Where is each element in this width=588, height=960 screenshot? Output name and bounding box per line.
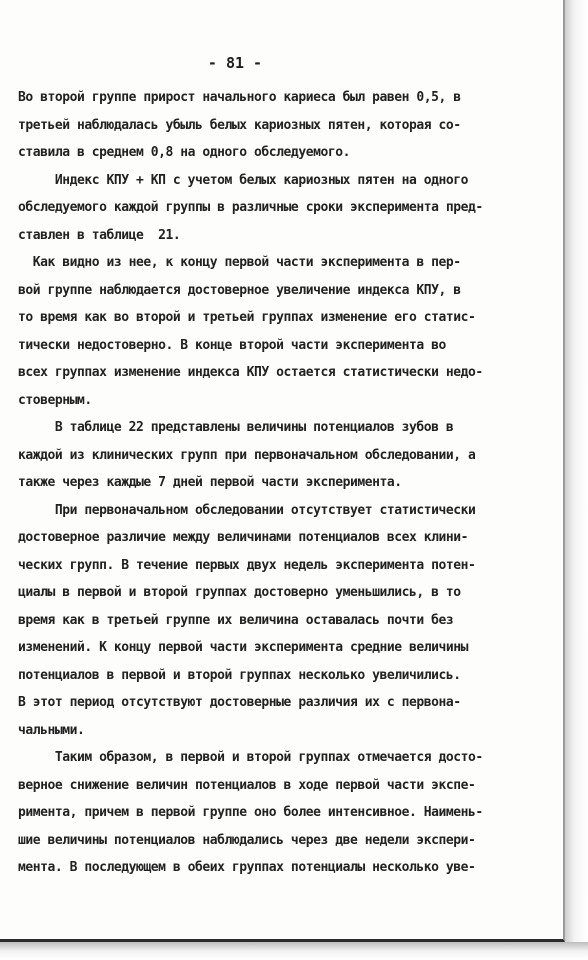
text-line: мента. В последующем в обеих группах потенциалы несколько уве- bbox=[18, 860, 476, 875]
text-line: ставлен в таблице 21. bbox=[18, 227, 181, 243]
text-line: то время как во второй и третьей группах изменение его статис- bbox=[18, 310, 476, 325]
text-line: циалы в первой и второй группах достоверно уменьшились, в то bbox=[18, 585, 461, 600]
text-line: Во второй группе прирост начального кариеса был равен 0,5, в bbox=[18, 90, 461, 105]
text-line: тически недостоверно. В конце второй части эксперимента во bbox=[18, 337, 446, 353]
text-line: стоверным. bbox=[18, 392, 92, 408]
text-line: также через каждые 7 дней первой части эксперимента. bbox=[18, 475, 402, 490]
text-line: время как в третьей группе их величина оставалась почти без bbox=[18, 612, 454, 628]
text-line: обследуемого каждой группы в различные сроки эксперимента пред- bbox=[18, 200, 483, 215]
text-line: третьей наблюдалась убыль белых кариозных пятен, которая со- bbox=[18, 117, 461, 133]
text-line: каждой из клинических групп при первоначальном обследовании, а bbox=[18, 447, 476, 463]
text-line: верное снижение величин потенциалов в ходе первой части экспе- bbox=[18, 777, 476, 793]
text-line: достоверное различие между величинами потенциалов всех клини- bbox=[18, 530, 468, 545]
page-edge-shadow bbox=[565, 0, 588, 960]
body-text bbox=[18, 84, 523, 882]
text-line: римента, причем в первой группе оно более интенсивное. Наимень- bbox=[18, 805, 483, 820]
text-line: ческих групп. В течение первых двух недель эксперимента потен- bbox=[18, 557, 476, 573]
text-line: В таблице 22 представлены величины потенциалов зубов в bbox=[18, 420, 454, 435]
text-line: При первоначальном обследовании отсутствует статистически bbox=[18, 502, 476, 518]
text-line: шие величины потенциалов наблюдались через две недели экспери- bbox=[18, 832, 476, 848]
page-number: - 81 - bbox=[207, 54, 263, 72]
text-line: изменений. К концу первой части эксперимента средние величины bbox=[18, 640, 468, 655]
text-line: ставила в среднем 0,8 на одного обследуемого. bbox=[18, 145, 350, 160]
page-bottom-shadow bbox=[0, 942, 588, 960]
text-line: Таким образом, в первой и второй группах отмечается досто- bbox=[18, 750, 483, 765]
text-line: вой группе наблюдается достоверное увеличение индекса КПУ, в bbox=[18, 282, 461, 298]
text-line: чальными. bbox=[18, 722, 85, 738]
text-line: Как видно из нее, к концу первой части эксперимента в пер- bbox=[18, 255, 461, 270]
text-line: потенциалов в первой и второй группах несколько увеличились. bbox=[18, 667, 461, 683]
text-line: Индекс КПУ + КП с учетом белых кариозных пятен на одного bbox=[18, 172, 468, 188]
text-line: всех группах изменение индекса КПУ остается статистически недо- bbox=[18, 365, 483, 380]
text-line: В этот период отсутствуют достоверные различия их с первона- bbox=[18, 695, 461, 710]
